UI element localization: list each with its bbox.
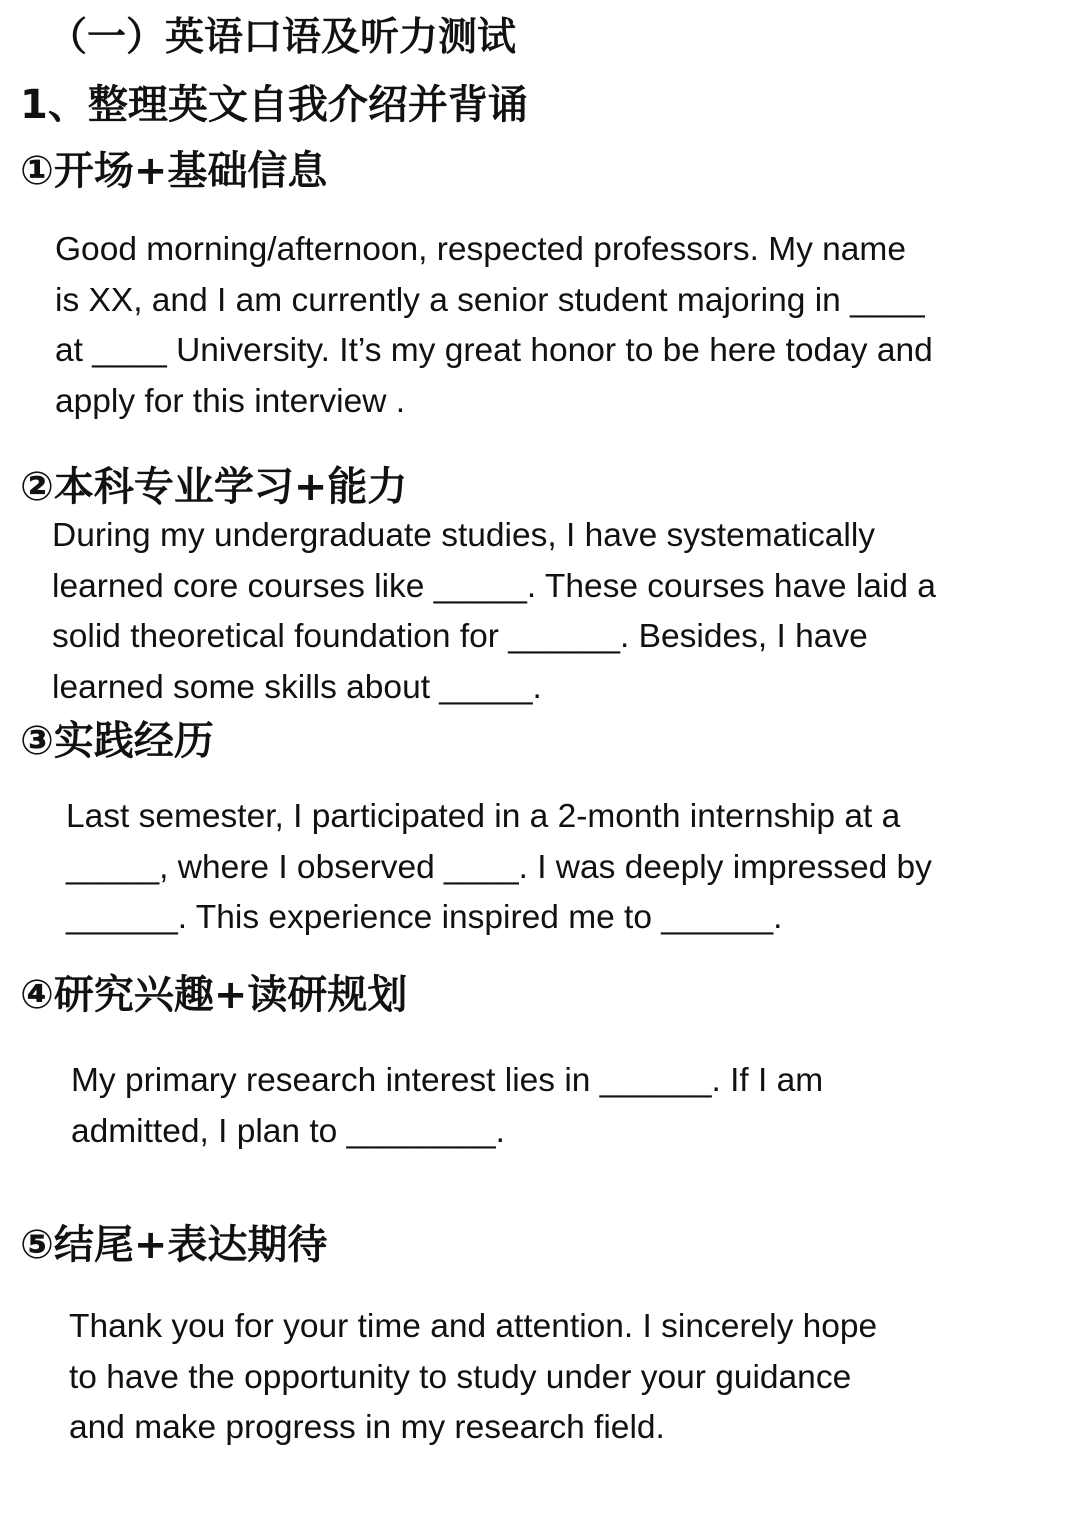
part-paragraph-closing (69, 1302, 877, 1454)
paragraph-line: admitted, I plan to ________. (71, 1112, 505, 1150)
paragraph-line: at ____ University. It’s my great honor to be here today and (55, 332, 933, 369)
part-heading-closing: ⑤结尾+表达期待 (20, 1222, 328, 1268)
paragraph-line: learned core courses like _____. These courses have laid a (52, 567, 936, 605)
part-paragraph-practice (66, 792, 932, 944)
paragraph-line: ______. This experience inspired me to ______. (66, 899, 783, 936)
paragraph-line: apply for this interview . (55, 382, 406, 420)
paragraph-line: learned some skills about _____. (52, 668, 542, 706)
part-heading-opening: ①开场+基础信息 (20, 148, 328, 194)
paragraph-line: solid theoretical foundation for ______. Besides, I have (52, 618, 868, 655)
paragraph-line: During my undergraduate studies, I have systematically (52, 517, 876, 554)
part-paragraph-opening (55, 225, 933, 427)
paragraph-line: is XX, and I am currently a senior student majoring in ____ (55, 281, 925, 319)
paragraph-line: Good morning/afternoon, respected professors. My name (55, 231, 906, 268)
part-heading-practice: ③实践经历 (20, 718, 214, 764)
part-paragraph-undergraduate-study (52, 511, 936, 713)
part-paragraph-research-plan (71, 1056, 823, 1157)
paragraph-line: and make progress in my research field. (69, 1409, 665, 1446)
paragraph-line: to have the opportunity to study under your guidance (69, 1358, 852, 1396)
section-title: （一）英语口语及听力测试 (48, 15, 517, 60)
paragraph-line: My primary research interest lies in ______. If I am (71, 1062, 824, 1099)
paragraph-line: _____, where I observed ____. I was deeply impressed by (66, 848, 932, 886)
paragraph-line: Last semester, I participated in a 2-month internship at a (66, 798, 901, 835)
part-heading-undergraduate-study: ②本科专业学习+能力 (20, 464, 408, 510)
task-title: 1、整理英文自我介绍并背诵 (20, 82, 528, 128)
paragraph-line: Thank you for your time and attention. I sincerely hope (69, 1308, 878, 1345)
part-heading-research-plan: ④研究兴趣+读研规划 (20, 972, 408, 1018)
